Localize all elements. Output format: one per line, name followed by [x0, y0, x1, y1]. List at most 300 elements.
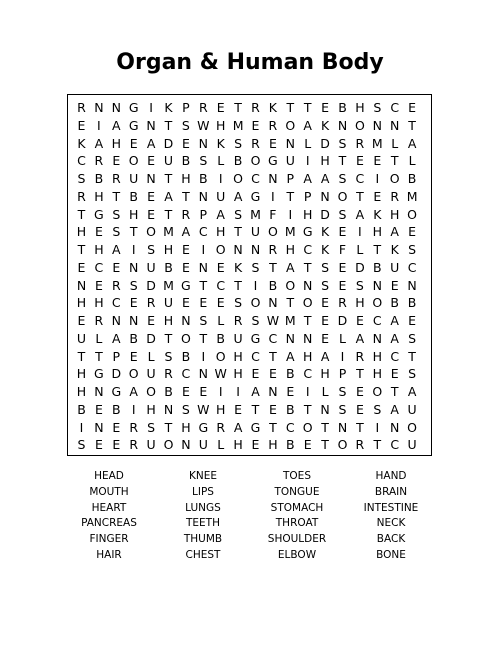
- grid-letter[interactable]: S: [77, 437, 86, 453]
- grid-letter[interactable]: T: [199, 277, 208, 293]
- grid-letter[interactable]: S: [251, 259, 260, 275]
- grid-letter[interactable]: S: [234, 295, 243, 311]
- grid-letter[interactable]: A: [390, 330, 399, 346]
- grid-letter[interactable]: E: [199, 384, 208, 399]
- grid-letter[interactable]: E: [286, 384, 295, 399]
- grid-letter[interactable]: T: [77, 206, 86, 222]
- grid-letter[interactable]: C: [216, 277, 226, 293]
- grid-letter[interactable]: N: [163, 401, 174, 417]
- grid-letter[interactable]: A: [286, 259, 295, 275]
- grid-letter[interactable]: B: [407, 295, 417, 311]
- grid-letter[interactable]: N: [337, 419, 348, 435]
- grid-letter[interactable]: M: [163, 277, 174, 293]
- grid-letter[interactable]: T: [269, 419, 277, 435]
- grid-letter[interactable]: B: [199, 171, 208, 186]
- grid-letter[interactable]: A: [355, 206, 365, 222]
- grid-letter[interactable]: A: [286, 348, 295, 364]
- grid-letter[interactable]: M: [250, 206, 261, 222]
- grid-letter[interactable]: R: [251, 100, 260, 115]
- grid-letter[interactable]: T: [390, 384, 399, 399]
- grid-letter[interactable]: N: [390, 117, 400, 133]
- grid-letter[interactable]: O: [128, 366, 139, 382]
- grid-letter[interactable]: C: [111, 295, 121, 311]
- grid-letter[interactable]: H: [215, 117, 226, 133]
- grid-letter[interactable]: H: [302, 348, 313, 364]
- grid-letter[interactable]: R: [355, 348, 365, 364]
- grid-letter[interactable]: E: [181, 259, 190, 275]
- grid-letter[interactable]: H: [94, 295, 104, 311]
- grid-letter[interactable]: E: [234, 401, 243, 417]
- grid-letter[interactable]: S: [373, 401, 382, 417]
- grid-letter[interactable]: C: [285, 419, 295, 435]
- grid-letter[interactable]: N: [268, 384, 278, 399]
- grid-letter[interactable]: N: [94, 384, 104, 399]
- grid-letter[interactable]: A: [112, 117, 121, 133]
- grid-letter[interactable]: O: [215, 242, 226, 257]
- grid-letter[interactable]: E: [94, 224, 103, 240]
- grid-letter[interactable]: R: [129, 437, 139, 453]
- grid-letter[interactable]: A: [320, 348, 330, 364]
- grid-letter[interactable]: C: [303, 242, 313, 257]
- grid-letter[interactable]: D: [320, 135, 330, 151]
- grid-letter[interactable]: L: [356, 242, 364, 257]
- grid-letter[interactable]: K: [390, 242, 399, 257]
- grid-letter[interactable]: G: [198, 419, 209, 435]
- grid-letter[interactable]: U: [163, 153, 174, 169]
- grid-letter[interactable]: R: [338, 295, 347, 311]
- grid-letter[interactable]: E: [199, 295, 208, 311]
- grid-letter[interactable]: N: [76, 277, 87, 293]
- grid-letter[interactable]: I: [97, 117, 101, 133]
- grid-letter[interactable]: A: [181, 224, 191, 240]
- grid-letter[interactable]: E: [390, 277, 399, 293]
- grid-letter[interactable]: U: [233, 330, 243, 346]
- grid-letter[interactable]: L: [147, 348, 155, 364]
- grid-letter[interactable]: G: [268, 153, 278, 169]
- grid-letter[interactable]: H: [163, 313, 174, 328]
- grid-letter[interactable]: G: [181, 277, 191, 293]
- grid-letter[interactable]: E: [112, 437, 121, 453]
- grid-letter[interactable]: M: [163, 224, 174, 240]
- grid-letter[interactable]: A: [390, 401, 399, 417]
- grid-letter[interactable]: L: [217, 313, 225, 328]
- grid-letter[interactable]: U: [163, 295, 174, 311]
- grid-letter[interactable]: E: [147, 153, 156, 169]
- grid-letter[interactable]: R: [251, 135, 260, 151]
- grid-letter[interactable]: I: [305, 153, 310, 169]
- grid-letter[interactable]: E: [94, 401, 103, 417]
- grid-letter[interactable]: I: [131, 401, 136, 417]
- grid-letter[interactable]: O: [250, 295, 261, 311]
- grid-letter[interactable]: H: [76, 366, 87, 382]
- grid-letter[interactable]: T: [356, 188, 364, 204]
- grid-letter[interactable]: B: [77, 401, 86, 417]
- grid-letter[interactable]: K: [320, 224, 330, 240]
- grid-letter[interactable]: G: [94, 206, 104, 222]
- grid-letter[interactable]: I: [271, 188, 275, 204]
- grid-letter[interactable]: R: [268, 242, 278, 257]
- grid-letter[interactable]: T: [338, 153, 347, 169]
- grid-letter[interactable]: C: [355, 171, 365, 186]
- grid-letter[interactable]: N: [372, 277, 382, 293]
- grid-letter[interactable]: A: [164, 188, 173, 204]
- grid-letter[interactable]: T: [164, 330, 173, 346]
- grid-letter[interactable]: C: [407, 259, 417, 275]
- grid-letter[interactable]: G: [111, 384, 122, 399]
- grid-letter[interactable]: K: [164, 100, 173, 115]
- grid-letter[interactable]: O: [146, 384, 157, 399]
- grid-letter[interactable]: U: [250, 224, 261, 240]
- grid-letter[interactable]: S: [338, 135, 347, 151]
- grid-letter[interactable]: C: [77, 153, 86, 169]
- grid-letter[interactable]: T: [95, 348, 103, 364]
- grid-letter[interactable]: I: [375, 419, 380, 435]
- grid-letter[interactable]: T: [234, 100, 242, 115]
- grid-letter[interactable]: A: [112, 242, 121, 257]
- grid-letter[interactable]: E: [251, 437, 260, 453]
- grid-letter[interactable]: U: [407, 401, 417, 417]
- grid-letter[interactable]: U: [407, 437, 417, 453]
- grid-letter[interactable]: E: [338, 259, 347, 275]
- grid-letter[interactable]: E: [321, 313, 330, 328]
- grid-letter[interactable]: C: [372, 313, 382, 328]
- grid-letter[interactable]: E: [321, 100, 330, 115]
- grid-letter[interactable]: C: [251, 171, 260, 186]
- grid-letter[interactable]: S: [112, 206, 121, 222]
- grid-letter[interactable]: M: [371, 135, 383, 151]
- grid-letter[interactable]: R: [390, 188, 400, 204]
- grid-letter[interactable]: G: [250, 330, 261, 346]
- grid-letter[interactable]: P: [112, 348, 121, 364]
- grid-letter[interactable]: H: [163, 242, 174, 257]
- grid-letter[interactable]: D: [355, 259, 365, 275]
- grid-letter[interactable]: A: [233, 419, 243, 435]
- grid-letter[interactable]: N: [198, 188, 208, 204]
- grid-letter[interactable]: E: [251, 366, 260, 382]
- grid-letter[interactable]: R: [268, 117, 278, 133]
- grid-letter[interactable]: S: [338, 206, 347, 222]
- grid-letter[interactable]: T: [286, 100, 295, 115]
- grid-letter[interactable]: U: [285, 153, 295, 169]
- grid-letter[interactable]: R: [129, 419, 139, 435]
- grid-letter[interactable]: T: [164, 419, 173, 435]
- grid-letter[interactable]: H: [111, 135, 121, 151]
- grid-letter[interactable]: M: [232, 117, 244, 133]
- grid-letter[interactable]: O: [233, 171, 244, 186]
- grid-letter[interactable]: S: [234, 135, 243, 151]
- grid-letter[interactable]: H: [355, 295, 365, 311]
- grid-letter[interactable]: H: [94, 188, 104, 204]
- grid-letter[interactable]: I: [236, 384, 240, 399]
- grid-letter[interactable]: G: [302, 224, 313, 240]
- grid-letter[interactable]: H: [215, 224, 226, 240]
- grid-letter[interactable]: O: [285, 277, 296, 293]
- grid-letter[interactable]: M: [284, 313, 296, 328]
- grid-letter[interactable]: B: [112, 401, 121, 417]
- grid-letter[interactable]: H: [302, 206, 313, 222]
- grid-letter[interactable]: W: [214, 366, 227, 382]
- grid-letter[interactable]: O: [389, 171, 400, 186]
- grid-letter[interactable]: T: [303, 259, 312, 275]
- grid-letter[interactable]: O: [267, 224, 278, 240]
- grid-letter[interactable]: N: [146, 117, 156, 133]
- grid-letter[interactable]: E: [94, 437, 103, 453]
- grid-letter[interactable]: R: [233, 313, 243, 328]
- grid-letter[interactable]: P: [199, 206, 208, 222]
- grid-letter[interactable]: H: [76, 295, 87, 311]
- grid-letter[interactable]: C: [303, 366, 313, 382]
- grid-letter[interactable]: T: [286, 295, 295, 311]
- grid-letter[interactable]: N: [181, 437, 191, 453]
- grid-letter[interactable]: I: [375, 171, 380, 186]
- grid-letter[interactable]: K: [320, 117, 330, 133]
- grid-letter[interactable]: E: [408, 313, 417, 328]
- grid-letter[interactable]: E: [355, 153, 364, 169]
- grid-letter[interactable]: T: [303, 401, 312, 417]
- grid-letter[interactable]: E: [112, 419, 121, 435]
- grid-letter[interactable]: E: [321, 330, 330, 346]
- grid-letter[interactable]: U: [129, 171, 139, 186]
- grid-letter[interactable]: O: [250, 153, 261, 169]
- grid-letter[interactable]: G: [94, 366, 104, 382]
- grid-letter[interactable]: I: [218, 384, 223, 399]
- grid-letter[interactable]: U: [76, 330, 87, 346]
- grid-letter[interactable]: C: [268, 330, 278, 346]
- grid-letter[interactable]: I: [218, 171, 223, 186]
- grid-letter[interactable]: M: [406, 188, 418, 204]
- grid-letter[interactable]: R: [355, 437, 365, 453]
- grid-letter[interactable]: N: [372, 117, 382, 133]
- grid-letter[interactable]: T: [373, 437, 382, 453]
- grid-letter[interactable]: S: [338, 384, 347, 399]
- grid-letter[interactable]: E: [147, 188, 156, 204]
- grid-letter[interactable]: P: [182, 100, 190, 115]
- grid-letter[interactable]: N: [198, 135, 208, 151]
- grid-letter[interactable]: T: [321, 437, 329, 453]
- grid-letter[interactable]: R: [164, 366, 173, 382]
- grid-letter[interactable]: N: [390, 419, 400, 435]
- grid-letter[interactable]: S: [129, 277, 138, 293]
- grid-letter[interactable]: H: [146, 401, 156, 417]
- grid-letter[interactable]: B: [286, 437, 295, 453]
- grid-letter[interactable]: E: [408, 224, 417, 240]
- grid-letter[interactable]: S: [199, 153, 208, 169]
- grid-letter[interactable]: S: [164, 348, 173, 364]
- grid-letter[interactable]: I: [131, 242, 136, 257]
- grid-letter[interactable]: E: [94, 277, 103, 293]
- grid-letter[interactable]: A: [216, 206, 225, 222]
- grid-letter[interactable]: N: [146, 171, 156, 186]
- grid-letter[interactable]: L: [95, 330, 103, 346]
- grid-letter[interactable]: S: [77, 171, 86, 186]
- grid-letter[interactable]: T: [182, 188, 190, 204]
- grid-letter[interactable]: L: [217, 437, 225, 453]
- grid-letter[interactable]: E: [216, 259, 225, 275]
- grid-letter[interactable]: K: [320, 242, 330, 257]
- grid-letter[interactable]: E: [112, 259, 121, 275]
- grid-letter[interactable]: R: [111, 277, 121, 293]
- grid-letter[interactable]: A: [233, 188, 243, 204]
- grid-letter[interactable]: T: [321, 419, 329, 435]
- grid-letter[interactable]: U: [390, 259, 400, 275]
- grid-letter[interactable]: E: [390, 366, 399, 382]
- grid-letter[interactable]: O: [372, 384, 383, 399]
- grid-letter[interactable]: H: [76, 224, 87, 240]
- grid-letter[interactable]: E: [408, 100, 417, 115]
- grid-letter[interactable]: C: [251, 348, 260, 364]
- grid-letter[interactable]: L: [321, 384, 329, 399]
- grid-letter[interactable]: R: [181, 206, 191, 222]
- grid-letter[interactable]: I: [340, 348, 345, 364]
- grid-letter[interactable]: B: [286, 366, 295, 382]
- grid-letter[interactable]: A: [320, 171, 330, 186]
- grid-letter[interactable]: A: [303, 171, 312, 186]
- grid-letter[interactable]: E: [147, 206, 156, 222]
- grid-letter[interactable]: O: [128, 153, 139, 169]
- grid-letter[interactable]: E: [338, 277, 347, 293]
- grid-letter[interactable]: E: [181, 242, 190, 257]
- grid-letter[interactable]: N: [337, 117, 348, 133]
- grid-letter[interactable]: F: [338, 242, 347, 257]
- grid-letter[interactable]: T: [286, 188, 295, 204]
- grid-letter[interactable]: E: [129, 295, 138, 311]
- grid-letter[interactable]: A: [407, 135, 417, 151]
- grid-letter[interactable]: S: [147, 242, 156, 257]
- grid-letter[interactable]: T: [408, 348, 416, 364]
- grid-letter[interactable]: I: [201, 348, 206, 364]
- grid-letter[interactable]: N: [268, 171, 278, 186]
- grid-letter[interactable]: N: [250, 242, 261, 257]
- grid-letter[interactable]: B: [390, 295, 399, 311]
- grid-letter[interactable]: P: [338, 366, 347, 382]
- grid-letter[interactable]: H: [268, 437, 278, 453]
- grid-letter[interactable]: H: [181, 171, 191, 186]
- grid-letter[interactable]: B: [407, 171, 417, 186]
- grid-letter[interactable]: A: [129, 384, 138, 399]
- grid-letter[interactable]: N: [129, 259, 139, 275]
- grid-letter[interactable]: C: [390, 348, 400, 364]
- grid-letter[interactable]: S: [373, 100, 382, 115]
- grid-letter[interactable]: E: [268, 135, 277, 151]
- grid-letter[interactable]: O: [407, 206, 418, 222]
- grid-letter[interactable]: O: [285, 117, 296, 133]
- grid-letter[interactable]: C: [390, 100, 400, 115]
- grid-letter[interactable]: H: [181, 419, 191, 435]
- grid-letter[interactable]: N: [181, 313, 191, 328]
- grid-letter[interactable]: E: [268, 401, 277, 417]
- grid-letter[interactable]: N: [94, 419, 104, 435]
- grid-letter[interactable]: N: [129, 313, 139, 328]
- grid-letter[interactable]: U: [146, 259, 156, 275]
- grid-letter[interactable]: C: [198, 224, 208, 240]
- grid-letter[interactable]: C: [390, 437, 400, 453]
- grid-letter[interactable]: L: [408, 153, 416, 169]
- grid-letter[interactable]: O: [146, 224, 157, 240]
- grid-letter[interactable]: A: [355, 330, 365, 346]
- grid-letter[interactable]: D: [111, 366, 122, 382]
- grid-letter[interactable]: T: [199, 330, 208, 346]
- grid-letter[interactable]: T: [373, 242, 382, 257]
- grid-letter[interactable]: A: [390, 224, 399, 240]
- grid-letter[interactable]: S: [112, 224, 121, 240]
- grid-letter[interactable]: T: [164, 171, 173, 186]
- grid-letter[interactable]: S: [408, 366, 417, 382]
- grid-letter[interactable]: R: [355, 135, 365, 151]
- grid-letter[interactable]: B: [286, 401, 295, 417]
- grid-letter[interactable]: D: [163, 135, 174, 151]
- grid-letter[interactable]: U: [146, 366, 156, 382]
- grid-letter[interactable]: S: [321, 277, 330, 293]
- grid-letter[interactable]: H: [320, 366, 330, 382]
- grid-letter[interactable]: G: [250, 419, 261, 435]
- grid-letter[interactable]: H: [389, 206, 400, 222]
- grid-letter[interactable]: T: [77, 348, 86, 364]
- grid-letter[interactable]: O: [215, 348, 226, 364]
- grid-letter[interactable]: D: [337, 313, 348, 328]
- grid-letter[interactable]: B: [338, 100, 347, 115]
- grid-letter[interactable]: W: [266, 313, 280, 328]
- grid-letter[interactable]: A: [407, 384, 417, 399]
- grid-letter[interactable]: U: [146, 437, 156, 453]
- grid-letter[interactable]: R: [94, 153, 104, 169]
- grid-letter[interactable]: D: [146, 277, 156, 293]
- grid-letter[interactable]: E: [373, 188, 382, 204]
- grid-letter[interactable]: C: [94, 259, 104, 275]
- grid-letter[interactable]: A: [94, 135, 104, 151]
- grid-letter[interactable]: H: [372, 224, 382, 240]
- grid-letter[interactable]: H: [76, 384, 87, 399]
- grid-letter[interactable]: O: [407, 419, 418, 435]
- grid-letter[interactable]: N: [233, 242, 243, 257]
- grid-letter[interactable]: R: [77, 100, 86, 115]
- grid-letter[interactable]: H: [285, 242, 295, 257]
- grid-letter[interactable]: A: [303, 117, 312, 133]
- grid-letter[interactable]: I: [201, 242, 206, 257]
- grid-letter[interactable]: E: [268, 366, 277, 382]
- grid-letter[interactable]: N: [285, 330, 295, 346]
- grid-letter[interactable]: E: [303, 437, 312, 453]
- grid-letter[interactable]: D: [146, 330, 156, 346]
- grid-letter[interactable]: E: [181, 295, 190, 311]
- grid-letter[interactable]: N: [198, 259, 208, 275]
- grid-letter[interactable]: M: [284, 224, 296, 240]
- grid-letter[interactable]: T: [408, 117, 416, 133]
- grid-letter[interactable]: S: [147, 419, 156, 435]
- grid-letter[interactable]: K: [233, 259, 243, 275]
- grid-letter[interactable]: E: [216, 295, 225, 311]
- grid-letter[interactable]: S: [234, 206, 243, 222]
- grid-letter[interactable]: W: [197, 117, 210, 133]
- grid-letter[interactable]: K: [268, 100, 277, 115]
- grid-letter[interactable]: H: [372, 366, 382, 382]
- grid-letter[interactable]: E: [181, 135, 190, 151]
- grid-letter[interactable]: E: [77, 313, 86, 328]
- grid-letter[interactable]: E: [147, 313, 156, 328]
- grid-letter[interactable]: O: [302, 419, 313, 435]
- grid-letter[interactable]: S: [181, 117, 190, 133]
- grid-letter[interactable]: F: [269, 206, 277, 222]
- grid-letter[interactable]: R: [198, 100, 208, 115]
- grid-letter[interactable]: D: [320, 206, 330, 222]
- grid-letter[interactable]: O: [354, 117, 365, 133]
- grid-letter[interactable]: E: [77, 259, 86, 275]
- grid-letter[interactable]: A: [390, 313, 399, 328]
- grid-letter[interactable]: T: [112, 188, 121, 204]
- grid-letter[interactable]: O: [337, 437, 348, 453]
- grid-letter[interactable]: E: [373, 153, 382, 169]
- grid-letter[interactable]: T: [251, 401, 260, 417]
- grid-letter[interactable]: B: [181, 348, 191, 364]
